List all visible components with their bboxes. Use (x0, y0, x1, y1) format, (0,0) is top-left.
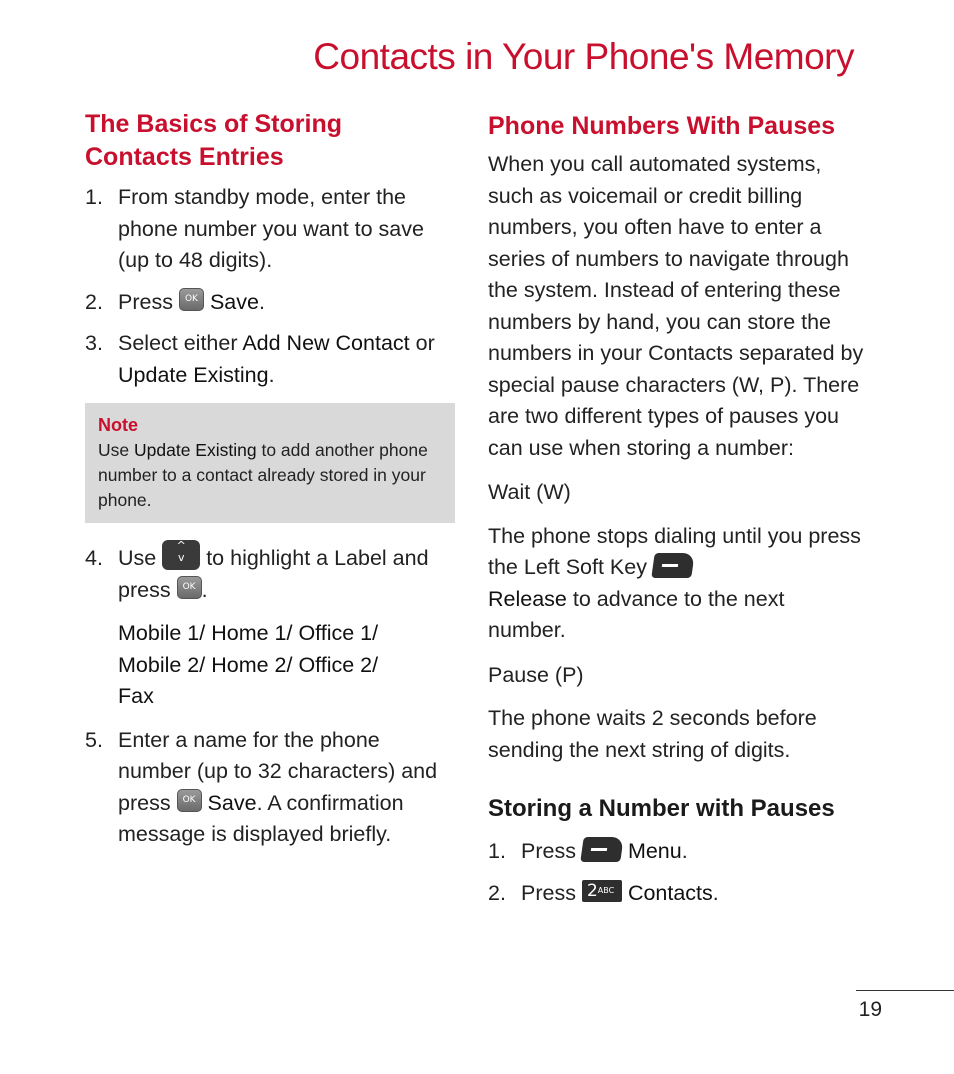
step-5 (85, 725, 455, 851)
step-4 (85, 539, 455, 606)
step-number: 5. (85, 727, 103, 752)
ok-key-icon: OK (177, 576, 202, 599)
step-text (118, 328, 455, 391)
key-2-digit: 2 (586, 880, 598, 901)
ok-key-icon: OK (177, 789, 202, 812)
note-text (98, 438, 442, 513)
key-label-add-new-contact: Add New Contact (242, 331, 410, 355)
step-text-post: . (681, 839, 688, 863)
pause-description: The phone waits 2 seconds before sending the next string of digits. (488, 706, 817, 762)
key-label-release: Release (488, 586, 567, 611)
left-soft-key-icon (580, 837, 624, 862)
label-options-line: Fax (118, 684, 154, 708)
nav-up-glyph: ^ (176, 539, 186, 553)
footer-rule (856, 990, 954, 991)
step-text (118, 725, 455, 851)
step-text-pre: Press (118, 289, 173, 314)
key-label-update-existing: Update Existing (118, 362, 269, 387)
step-text-pre: Select either (118, 331, 238, 355)
step-text-pre: Press (521, 880, 576, 905)
step-text (521, 836, 868, 868)
intro-paragraph: When you call automated systems, such as voicemail or credit billing numbers, you often have to enter a series of numbers to navigate through the system. Instead of entering these numbers by hand, you can store the numbers in your Contacts separated by special pause characters (W, P). There are two different types of pauses you can use when storing a number: (488, 152, 864, 460)
step-number: 4. (85, 546, 103, 570)
step-number: 3. (85, 331, 103, 355)
heading-line-2: Contacts Entries (85, 143, 284, 171)
step-text-pre: Press (521, 839, 576, 863)
note-box (85, 403, 455, 523)
step-3 (85, 328, 455, 391)
nav-down-glyph: v (177, 551, 185, 565)
step-text-post: . (258, 289, 265, 314)
label-options-line: Mobile 2/ Home 2/ Office 2/ (118, 652, 379, 677)
step-number: 1. (488, 839, 506, 863)
step-text-pre: Enter a name for the phone number (up to 32 characters) and press (118, 727, 438, 815)
left-soft-key-icon (651, 553, 695, 578)
page-number: 19 (858, 998, 882, 1021)
note-key-label: Update Existing (134, 440, 257, 460)
ok-key-icon: OK (179, 288, 204, 311)
note-title: Note (98, 415, 138, 435)
step-text-post: . (712, 880, 719, 905)
step-number: 1. (85, 185, 103, 209)
nav-key-icon (162, 540, 200, 570)
step-number: 2. (488, 880, 506, 905)
note-text-pre: Use (98, 440, 130, 460)
step-text-pre: Use (118, 546, 157, 570)
wait-label: Wait (W) (488, 480, 571, 504)
step-text-post: . (268, 362, 275, 387)
step-text (118, 539, 455, 606)
step-text (118, 287, 455, 319)
step-text-mid: or (415, 331, 435, 355)
step-text (521, 878, 868, 910)
pause-label: Pause (P) (488, 662, 584, 687)
section-heading-pauses: Phone Numbers With Pauses (488, 112, 836, 140)
label-options-line: Mobile 1/ Home 1/ Office 1/ (118, 621, 379, 645)
step-text-post: . (201, 577, 208, 602)
left-column (85, 108, 455, 851)
key-label-save: Save (209, 289, 259, 314)
step-text-post: . A confirmation message is displayed briefly. (118, 790, 404, 846)
key-2-icon (582, 880, 622, 902)
step-text: From standby mode, enter the phone number you want to save (up to 48 digits). (118, 185, 424, 272)
step-text-mid: to highlight a Label and press (118, 546, 429, 602)
step-1 (85, 182, 455, 277)
key-label-contacts: Contacts (627, 880, 713, 905)
wait-description-pre: The phone stops dialing until you press the Left Soft Key (488, 523, 861, 579)
page-title: Contacts in Your Phone's Memory (313, 36, 854, 77)
heading-line-1: The Basics of Storing (85, 110, 342, 138)
step-2 (85, 287, 455, 319)
key-label-save: Save (207, 790, 257, 815)
pause-step-1 (488, 836, 868, 868)
note-text-post: to add another phone number to a contact already stored in your phone. (98, 440, 428, 510)
wait-description (488, 521, 868, 647)
pause-step-2 (488, 878, 868, 910)
wait-description-post: to advance to the next number. (488, 586, 785, 642)
right-column (488, 108, 868, 909)
key-label-menu: Menu (627, 839, 682, 863)
key-2-letters: ABC (597, 885, 615, 895)
section-heading-basics (85, 108, 455, 174)
step-number: 2. (85, 289, 103, 314)
subheading-storing-pauses: Storing a Number with Pauses (488, 795, 835, 822)
label-options (118, 618, 455, 713)
